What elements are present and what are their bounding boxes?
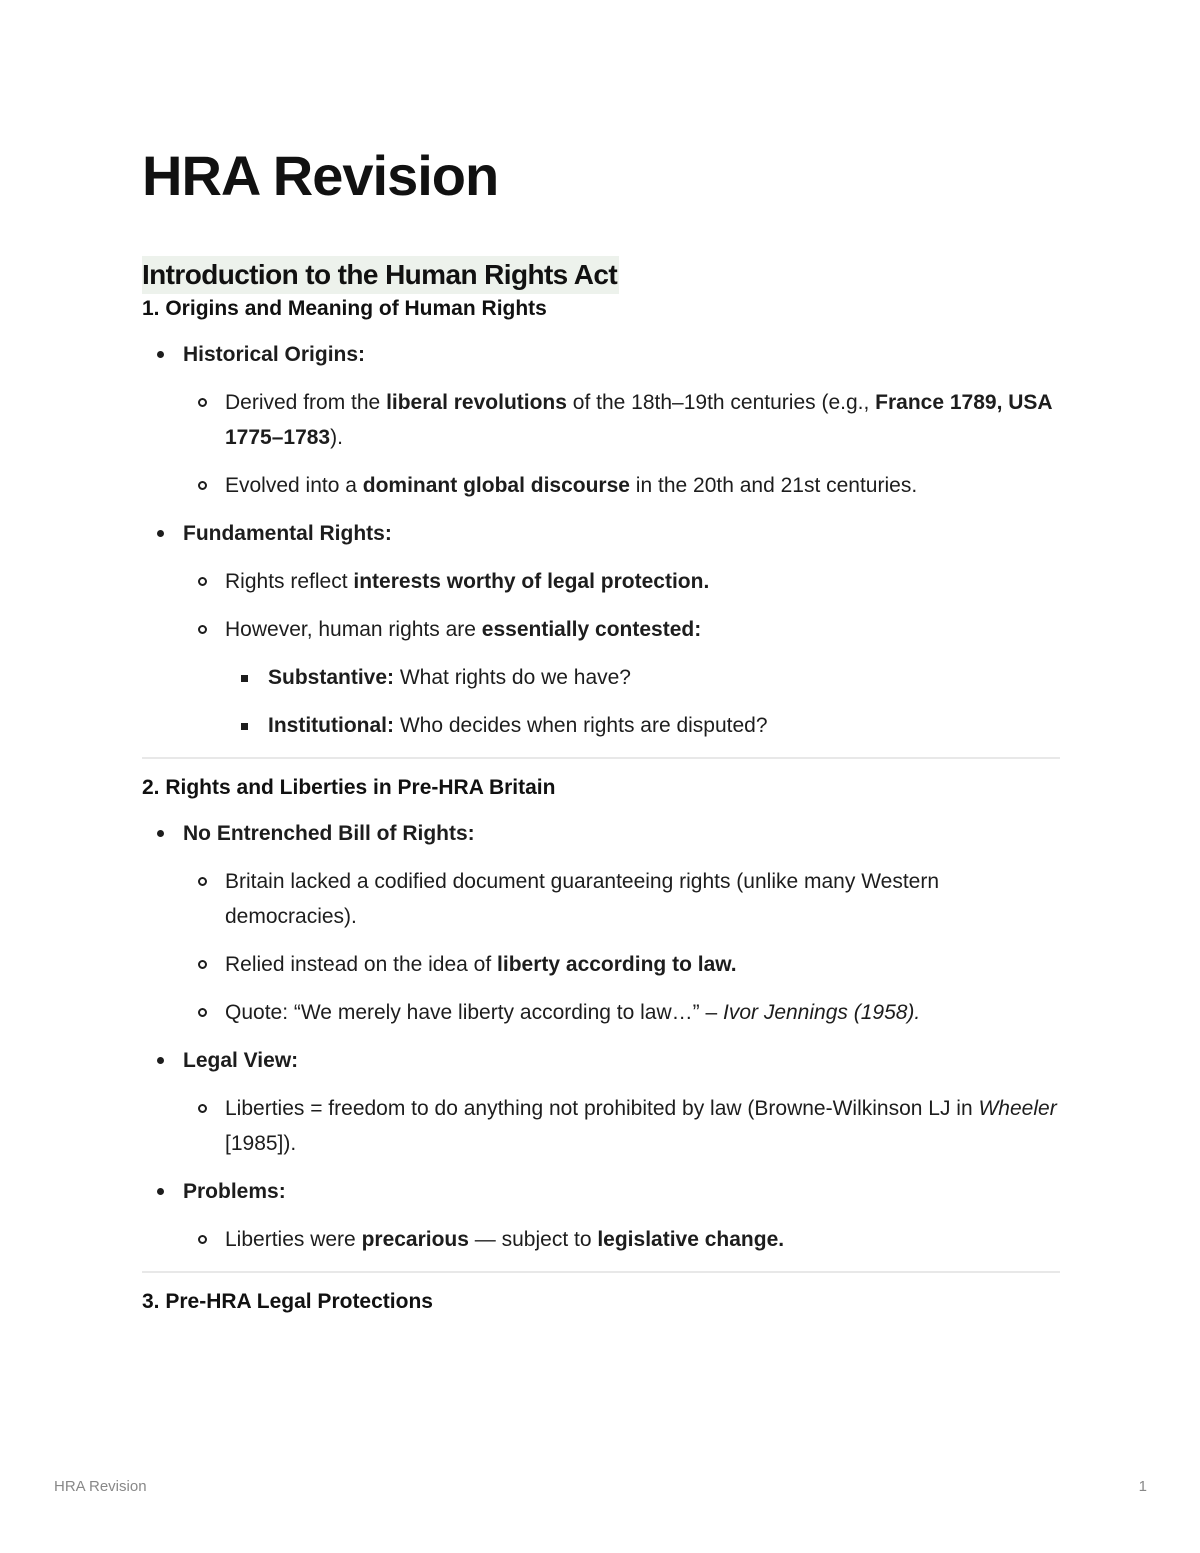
text-run: — subject to	[468, 1228, 598, 1251]
section-2-list	[142, 816, 1060, 1257]
text-run: What rights do we have?	[394, 666, 631, 689]
text-bold: dominant global discourse	[362, 474, 630, 497]
page-number: 1	[1138, 1478, 1147, 1495]
fundamental-rights-sublist	[183, 564, 1060, 743]
problems-label: Problems:	[183, 1180, 286, 1203]
section-1-heading: 1. Origins and Meaning of Human Rights	[142, 297, 547, 320]
subtitle-wrapper	[142, 256, 1060, 294]
historical-origins-sublist	[183, 385, 1060, 503]
contested-sublist	[225, 660, 1060, 743]
text-italic: Wheeler	[978, 1097, 1057, 1120]
list-item	[142, 1174, 1060, 1257]
page-title: HRA Revision	[142, 144, 499, 207]
text-bold: Substantive:	[268, 666, 395, 689]
text-bold: legislative change.	[597, 1228, 785, 1251]
document-page	[142, 140, 1060, 1317]
text-bold: liberty according to law.	[497, 953, 737, 976]
historical-origins-label: Historical Origins:	[183, 343, 366, 366]
footer-title: HRA Revision	[54, 1478, 147, 1495]
text-bold: interests worthy of legal protection.	[353, 570, 710, 593]
text-run: Quote: “We merely have liberty according to law…” –	[225, 1001, 723, 1024]
no-bill-label: No Entrenched Bill of Rights:	[183, 822, 475, 845]
list-item	[183, 468, 1060, 503]
section-1-list	[142, 337, 1060, 743]
text-run: Derived from the	[225, 391, 387, 414]
text-italic: Ivor Jennings (1958).	[722, 1001, 921, 1024]
page-subtitle: Introduction to the Human Rights Act	[142, 256, 619, 294]
text-run: ).	[330, 426, 343, 449]
text-bold: essentially contested:	[481, 618, 702, 641]
list-item	[183, 1091, 1060, 1161]
text-bold: liberal revolutions	[386, 391, 567, 414]
text-run: Rights reflect	[225, 570, 354, 593]
text-bold: France 1789, USA 1775–1783	[225, 391, 1052, 449]
text-run: Liberties were	[225, 1228, 362, 1251]
text-run: Liberties = freedom to do anything not prohibited by law (Browne-Wilkinson LJ in	[225, 1097, 979, 1120]
text-run: in the 20th and 21st centuries.	[629, 474, 918, 497]
list-item	[142, 1043, 1060, 1161]
problems-sublist	[183, 1222, 1060, 1257]
fundamental-rights-label: Fundamental Rights:	[183, 522, 392, 545]
no-bill-sublist	[183, 864, 1060, 1030]
text-run: Relied instead on the idea of	[225, 953, 498, 976]
text-bold: precarious	[361, 1228, 469, 1251]
text-run: of the 18th–19th centuries (e.g.,	[566, 391, 876, 414]
list-item	[142, 816, 1060, 1030]
legal-view-sublist	[183, 1091, 1060, 1161]
list-item	[142, 516, 1060, 743]
section-divider	[142, 757, 1060, 759]
list-item	[225, 708, 1060, 743]
text-run: However, human rights are	[225, 618, 482, 641]
text-bold: Institutional:	[268, 714, 394, 737]
list-item	[183, 385, 1060, 455]
list-item	[183, 947, 1060, 982]
list-item	[225, 660, 1060, 695]
section-3-heading: 3. Pre-HRA Legal Protections	[142, 1290, 433, 1313]
list-item	[183, 612, 1060, 743]
section-divider	[142, 1271, 1060, 1273]
text-run: Who decides when rights are disputed?	[393, 714, 768, 737]
text-run: [1985]).	[225, 1132, 297, 1155]
section-2-heading: 2. Rights and Liberties in Pre-HRA Britain	[142, 776, 556, 799]
list-item	[183, 564, 1060, 599]
text-run: Evolved into a	[225, 474, 363, 497]
list-item	[183, 995, 1060, 1030]
legal-view-label: Legal View:	[183, 1049, 299, 1072]
list-item	[183, 1222, 1060, 1257]
list-item	[142, 337, 1060, 503]
list-item: Britain lacked a codified document guaranteeing rights (unlike many Western democracies).	[183, 864, 1060, 934]
